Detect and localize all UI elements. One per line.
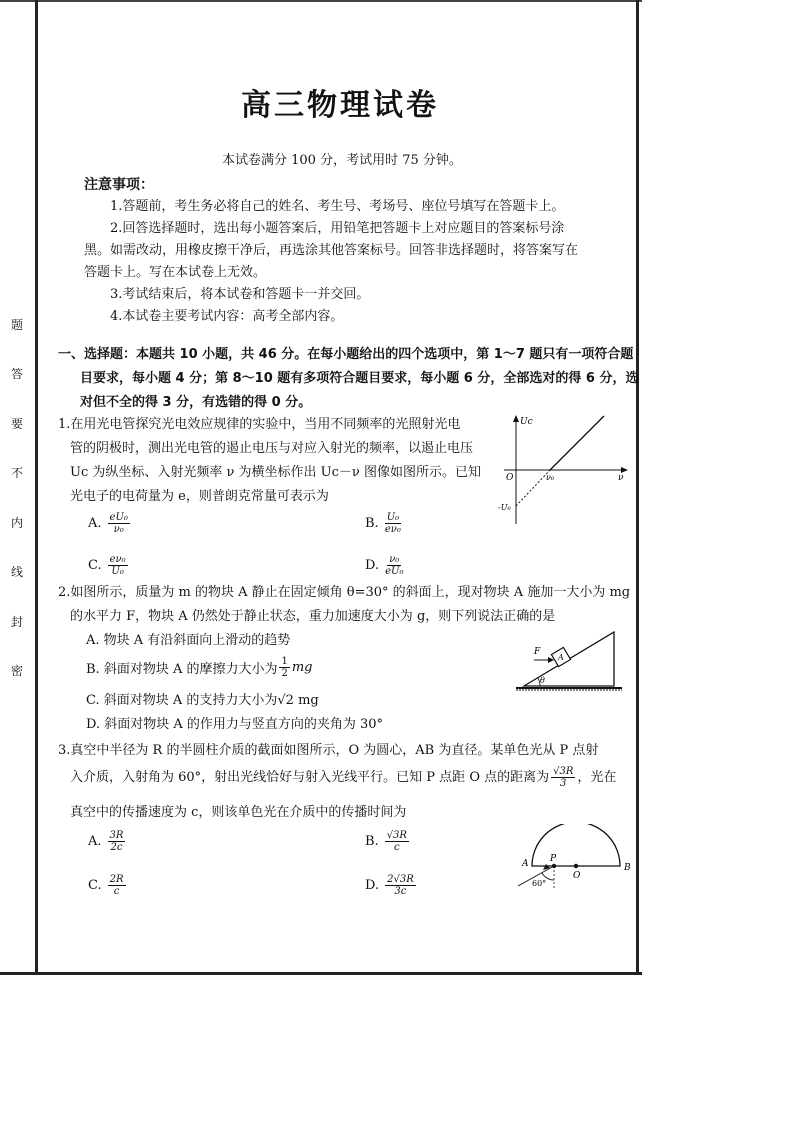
- numerator: eU₀: [109, 512, 128, 523]
- uc-line: [550, 416, 604, 470]
- denominator: 3c: [394, 886, 407, 897]
- numerator: eν₀: [109, 554, 126, 565]
- option-label: B.: [365, 516, 379, 531]
- notes-heading: 注意事项：: [84, 177, 154, 193]
- nu0-label: ν₀: [546, 473, 555, 482]
- denominator: c: [113, 886, 120, 897]
- denominator: U₀: [111, 566, 124, 577]
- label-o: O: [573, 871, 581, 881]
- section-heading-line: 一、选择题：本题共 10 小题，共 46 分。在每小题给出的四个选项中，第 1～7 题只有一项符合题: [58, 347, 634, 362]
- fraction: [551, 766, 575, 789]
- numerator: 1: [281, 656, 288, 667]
- option-label: B.: [365, 834, 379, 849]
- q3-semicircle-figure: [512, 824, 632, 894]
- denominator: eν₀: [384, 524, 401, 535]
- y-axis-arrow: [513, 415, 519, 422]
- q1-stem-line: 管的阴极时，测出光电管的遏止电压与对应入射光的频率，以遏止电压: [70, 441, 474, 456]
- x-axis-label: ν: [618, 473, 624, 483]
- right-border: [636, 0, 639, 975]
- y-axis-label: Uc: [520, 417, 533, 427]
- q3-stem-line: 真空中的传播速度为 c，则该单色光在介质中的传播时间为: [70, 805, 407, 820]
- label-b: B: [624, 863, 631, 873]
- numerator: √3R: [553, 766, 574, 777]
- denominator: c: [394, 842, 400, 853]
- notes-line: 黑。如需改动，用橡皮擦干净后，再选涂其他答案标号。回答非选择题时，将答案写在: [84, 243, 579, 258]
- binding-char: 内: [10, 515, 23, 530]
- q3-stem-line: 3.真空中半径为 R 的半圆柱介质的截面如图所示，O 为圆心，AB 为直径。某单色光从 P 点射: [58, 743, 599, 758]
- denominator: ν₀: [113, 524, 124, 535]
- q1-stem-line: 1.在用光电管探究光电效应规律的实验中，当用不同频率的光照射光电: [58, 417, 461, 432]
- point-o: [574, 864, 578, 868]
- binding-char: 答: [10, 367, 23, 382]
- angle-label: 60°: [532, 879, 547, 888]
- q2-incline-figure: [510, 626, 626, 692]
- notes-line: 1.答题前，考生务必将自己的姓名、考生号、考场号、座位号填写在答题卡上。: [110, 199, 565, 214]
- exam-intro: 本试卷满分 100 分，考试用时 75 分钟。: [222, 153, 462, 168]
- numerator: √3R: [386, 830, 407, 841]
- block-a-label: A: [558, 653, 564, 662]
- q2-option-b: [86, 656, 313, 679]
- q2-option-a: A. 物块 A 有沿斜面向上滑动的趋势: [86, 633, 291, 648]
- theta-label: θ: [540, 676, 545, 685]
- q1-option-d: [365, 554, 405, 577]
- q1-option-b: [365, 512, 403, 535]
- denominator: 2: [281, 668, 288, 679]
- numerator: 2R: [109, 874, 124, 885]
- numerator: U₀: [386, 512, 400, 523]
- option-label: A.: [88, 834, 102, 849]
- denominator: 3: [560, 778, 567, 789]
- binding-line-text: [6, 318, 28, 678]
- semicircle: [532, 824, 620, 866]
- q1-graph: [498, 412, 632, 530]
- stem-text: 入介质，入射角为 60°，射出光线恰好与射入光线平行。已知 P 点距 O 点的距离为: [70, 769, 550, 785]
- option-text: B. 斜面对物块 A 的摩擦力大小为: [86, 662, 278, 677]
- fraction: [108, 554, 128, 577]
- q2-stem-line: 2.如图所示，质量为 m 的物块 A 静止在固定倾角 θ=30° 的斜面上，现对物块 A 施加一大小为 mg: [58, 585, 631, 600]
- top-border: [0, 0, 642, 2]
- exam-title: 高三物理试卷: [241, 88, 439, 123]
- bottom-border: [0, 972, 642, 975]
- binding-char: 题: [10, 318, 23, 332]
- q1-stem-line: 光电子的电荷量为 e，则普朗克常量可表示为: [70, 489, 329, 504]
- notes-line: 答题卡上。写在本试卷上无效。: [84, 265, 267, 280]
- q1-option-c: [88, 554, 130, 577]
- q3-stem-line: [70, 766, 616, 789]
- option-label: C.: [88, 878, 102, 893]
- q1-option-a: [88, 512, 132, 535]
- fraction: [385, 874, 416, 897]
- binding-char: 线: [10, 565, 23, 580]
- option-label: D.: [365, 878, 380, 893]
- fraction: [108, 512, 130, 535]
- fraction: [108, 874, 126, 897]
- q1-stem-line: Uc 为纵坐标、入射光频率 ν 为横坐标作出 Uc－ν 图像如图所示。已知: [70, 465, 481, 480]
- numerator: ν₀: [389, 554, 400, 565]
- q3-option-d: [365, 874, 418, 897]
- binding-char: 密: [10, 663, 23, 678]
- fraction: [385, 830, 409, 853]
- fraction: [385, 554, 403, 577]
- denominator: eU₀: [385, 566, 404, 577]
- option-text: mg: [291, 660, 313, 675]
- binding-char: 要: [10, 416, 23, 431]
- binding-char: 不: [10, 466, 23, 481]
- notes-line: 3.考试结束后，将本试卷和答题卡一并交回。: [110, 287, 370, 302]
- notes-line: 4.本试卷主要考试内容：高考全部内容。: [110, 309, 344, 324]
- q2-option-c: C. 斜面对物块 A 的支持力大小为√2 mg: [86, 693, 319, 708]
- origin-label: O: [506, 473, 514, 483]
- left-border: [35, 0, 38, 975]
- uc-line-extension: [516, 470, 550, 506]
- q3-option-a: [88, 830, 127, 853]
- q3-option-b: [365, 830, 411, 853]
- numerator: 2√3R: [387, 874, 414, 885]
- stem-text: ，光在: [577, 769, 617, 785]
- section-heading-line: 对但不全的得 3 分，有选错的得 0 分。: [80, 395, 312, 410]
- fraction: [279, 656, 289, 679]
- section-heading-line: 目要求，每小题 4 分；第 8～10 题有多项符合题目要求，每小题 6 分，全部选对的得 6 分，选: [80, 371, 639, 386]
- neg-u0-label: -U₀: [498, 503, 511, 512]
- fraction: [108, 830, 126, 853]
- q2-stem-line: 的水平力 F，物块 A 仍然处于静止状态，重力加速度大小为 g，则下列说法正确的是: [70, 609, 556, 624]
- fraction: [385, 512, 401, 535]
- q2-option-d: D. 斜面对物块 A 的作用力与竖直方向的夹角为 30°: [86, 717, 384, 732]
- denominator: 2c: [110, 842, 123, 853]
- q3-option-c: [88, 874, 128, 897]
- notes-line: 2.回答选择题时，选出每小题答案后，用铅笔把答题卡上对应题目的答案标号涂: [110, 221, 565, 236]
- option-label: C.: [88, 558, 102, 573]
- force-f-label: F: [534, 647, 541, 657]
- label-p: P: [550, 854, 557, 864]
- binding-char: 封: [10, 614, 23, 629]
- option-label: A.: [88, 516, 102, 531]
- option-label: D.: [365, 558, 380, 573]
- numerator: 3R: [109, 830, 124, 841]
- label-a: A: [522, 859, 529, 869]
